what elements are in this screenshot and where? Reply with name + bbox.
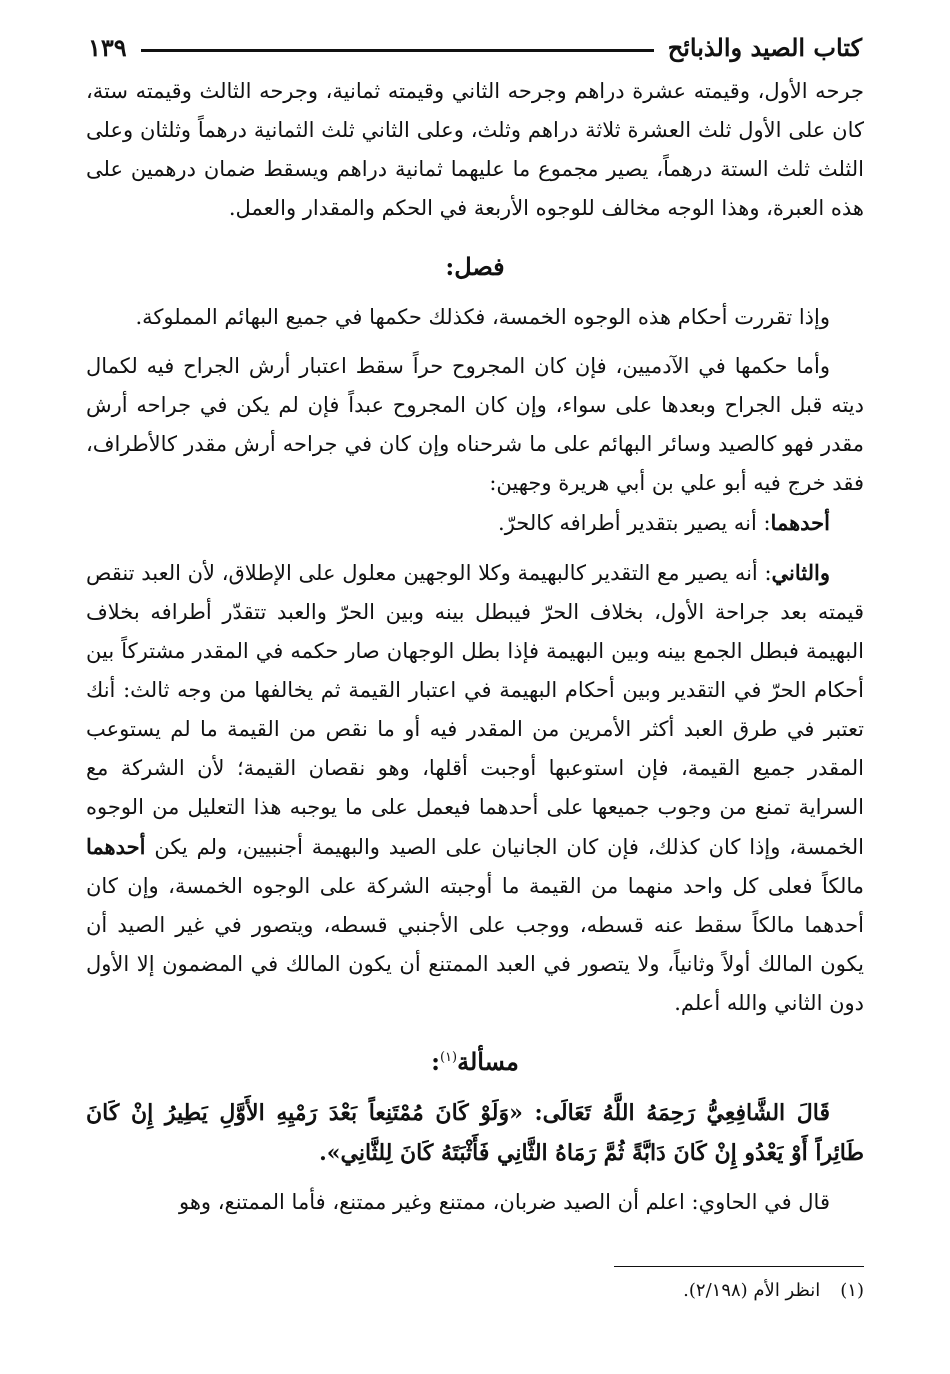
paragraph-5-text-b: مالكاً فعلى كل واحد منهما من القيمة ما أوجبته الشركة على الوجوه الخمسة، وإن كان أحدهما مالكاً سقط عنه قسطه، ووجب على الأجنبي قسطه، ويتصور في غير الصيد أن يكون المالك أولاً وثانياً، ولا يتصور في العبد الممتنع أن يكون المالك في المضمون إلا الأول دون الثاني والله أعلم. [86,874,864,1015]
paragraph-6: قال في الحاوي: اعلم أن الصيد ضربان، ممتنع وغير ممتنع، فأما الممتنع، وهو [179,1190,830,1214]
page-header [88,30,862,64]
term-first: أحدهما [770,510,830,535]
spacer [86,1173,864,1183]
footnote-text: انظر الأم (٢/١٩٨). [683,1280,821,1301]
shafii-quote: قَالَ الشَّافِعِيُّ رَحِمَهُ اللَّهُ تَعَالَى: «وَلَوْ كَانَ مُمْتَنِعاً بَعْدَ رَمْيِهِ الأَوَّلِ يَطِيرُ إِنْ كَانَ طَائِراً أَوْ يَعْدُو إِنْ كَانَ دَابَّةً ثُمَّ رَمَاهُ الثَّانِي فَأَثْبَتَهُ كَانَ لِلثَّانِي». [86,1100,864,1166]
masala-colon: : [431,1047,440,1076]
masala-title: مسألة [457,1047,519,1076]
footnote-reference: (١) [439,1050,458,1065]
paragraph-4-text: : أنه يصير بتقدير أطرافه كالحرّ. [498,511,771,535]
spacer [86,543,864,553]
header-rule [141,49,654,52]
paragraph-5 [86,553,864,1023]
paragraph-4 [86,503,864,543]
paragraph-5-text-a: : أنه يصير مع التقدير كالبهيمة وكلا الوجهين معلول على الإطلاق، لأن العبد تنقص قيمته بعد جراحة الأول، بخلاف الحرّ فيبطل بينه وبين الحرّ والعبد تتقدّر أطرافه بخلاف البهيمة فبطل الجمع بينه وبين البهيمة فإذا بطل الوجهان صار حكمه في المقدر مشتركاً بين أحكام الحرّ في التقدير وبين أحكام البهيمة في اعتبار القيمة ثم يخالفها من وجه ثالث: أنك تعتبر في طرق العبد أكثر الأمرين من المقدر فيه أو ما نقص من القيمة ما لم يستوعب المقدر جميع القيمة، فإن استوعبها أوجبت أقلها، وهو نقصان القيمة؛ لأن الشركة مع السراية تمنع من وجوب جميعها على أحدهما فيعمل على ما يوجبه هذا التعليل من الوجوه الخمسة، وإذا كان كذلك، فإن كان الجانيان على الصيد والبهيمة أجنبيين، ولم يكن [86,561,864,859]
section-heading-masala [86,1041,864,1083]
page-number: ١٣٩ [88,32,127,62]
book-title: كتاب الصيد والذبائح [667,32,862,62]
paragraph-3: وأما حكمها في الآدميين، فإن كان المجروح حراً سقط اعتبار أرش الجراح فيه لكمال ديته قبل الجراح وبعدها على سواء، وإن كان المجروح عبداً فإن لم يكن في جراحه أرش مقدر فهو كالصيد وسائر البهائم على ما شرحناه وإن كان في جراحه أرش مقدر كالأطراف، فقد خرج فيه أبو علي بن أبي هريرة وجهين: [86,354,864,495]
footnote-mark: (١) [840,1280,864,1301]
footnote [86,1276,864,1306]
footnote-rule [614,1266,864,1267]
spacer [86,337,864,347]
section-heading-fasl: فصل: [445,252,505,281]
page-body [86,72,864,1222]
term-one-of-them: أحدهما [86,834,146,859]
paragraph-2: وإذا تقررت أحكام هذه الوجوه الخمسة، فكذلك حكمها في جميع البهائم المملوكة. [135,305,830,329]
paragraph-1: جرحه الأول، وقيمته عشرة دراهم وجرحه الثاني وقيمته ثمانية، وجرحه الثالث وقيمته ستة، كان على الأول ثلث العشرة ثلاثة دراهم وثلث، وعلى الثاني ثلث الثمانية درهماً وثلثان وعلى الثلث ثلث الستة درهماً، يصير مجموع ما عليهما ثمانية دراهم ويسقط ضمان درهمين على هذه العبرة، وهذا الوجه مخالف للوجوه الأربعة في الحكم والمقدار والعمل. [86,79,864,220]
term-second: والثاني [771,560,830,585]
